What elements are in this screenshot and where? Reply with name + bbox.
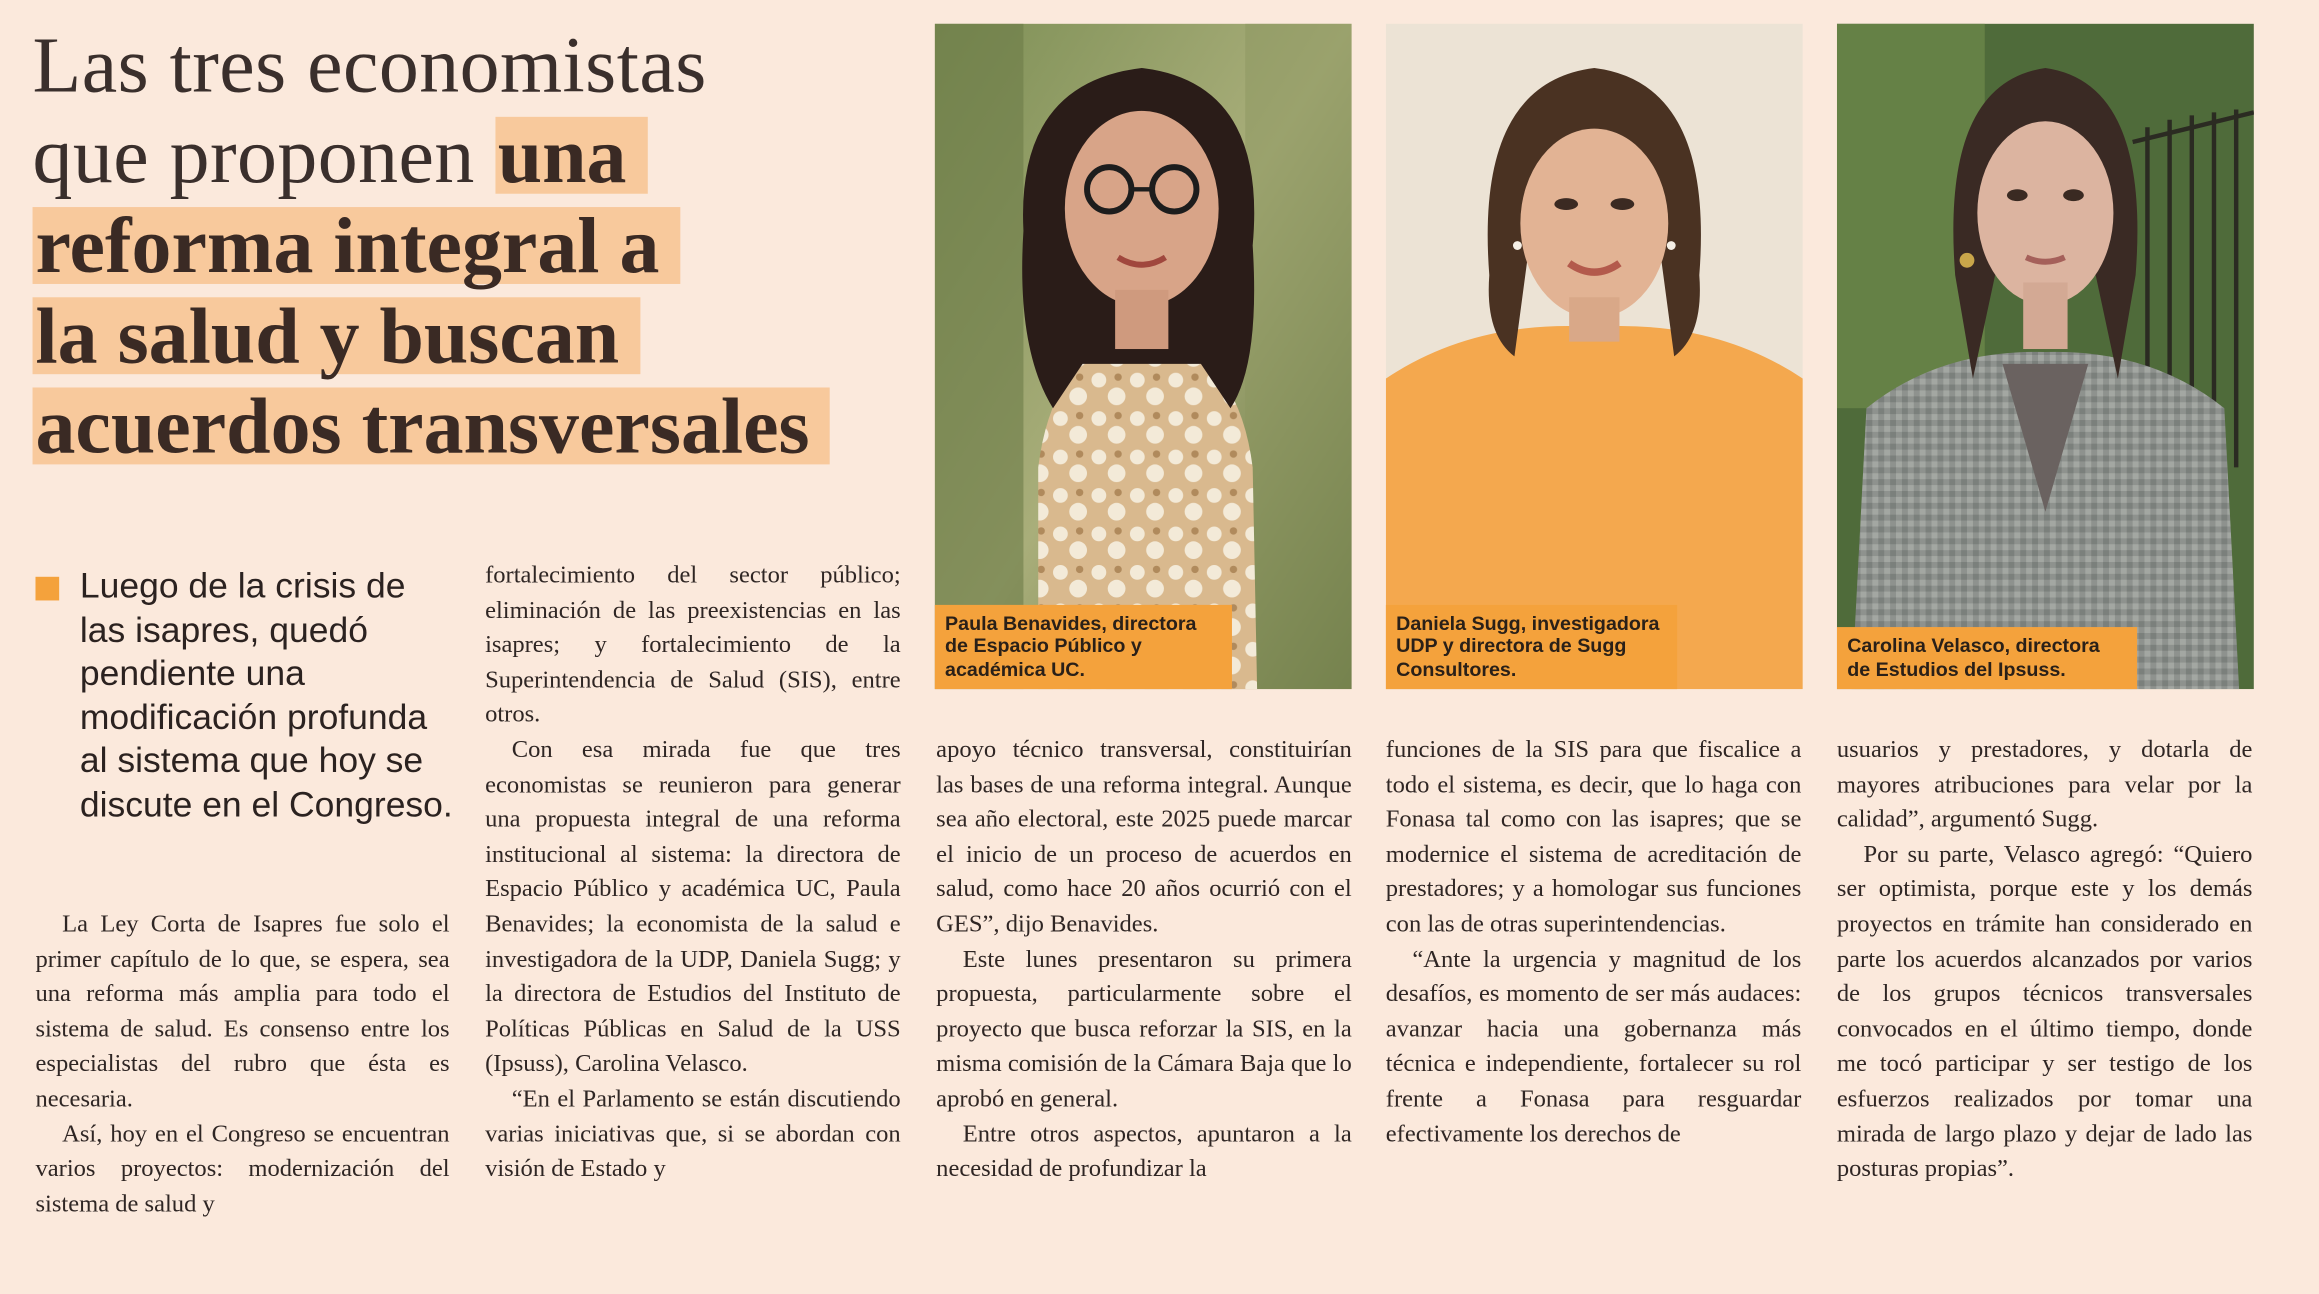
body-paragraph: usuarios y prestadores, y dotarla de mayores atribuciones para velar por la calidad”, argumentó Sugg. <box>1836 735 2253 833</box>
body-paragraph: “Ante la urgencia y magnitud de los desafíos, es momento de ser más audaces: avanzar hacia una gobernanza más técnica e independiente, fortalecer su rol frente a Fonasa para resguardar efectivamente los derechos de <box>1385 944 1802 1147</box>
headline-line-5 <box>33 382 920 472</box>
body-paragraph: “En el Parlamento se están discutiendo varias iniciativas que, si se abordan con visión de Estado y <box>485 1083 901 1182</box>
portrait-paula-image <box>935 24 1352 690</box>
body-paragraph: Por su parte, Velasco agregó: “Quiero ser optimista, porque este y los demás proyectos en trámite han considerado en parte los acuerdos alcanzados por varios de los grupos técnicos transversales convocados en el último tiempo, donde me tocó participar y ser testigo de los esfuerzos realizados por tomar una mirada de largo plazo y dejar de lado las posturas propias”. <box>1836 839 2253 1182</box>
photo-paula-benavides <box>935 24 1352 690</box>
headline-line-1: Las tres economistas <box>32 20 707 110</box>
headline-line-2-light: que proponen <box>32 110 475 200</box>
body-paragraph: Entre otros aspectos, apuntaron a la necesidad de profundizar la <box>936 1118 1352 1182</box>
photo-caption: Daniela Sugg, investigadora UDP y directora de Sugg Consultores. <box>1386 604 1677 689</box>
body-column-5 <box>1837 732 2253 1186</box>
headline <box>33 21 920 472</box>
photo-daniela-sugg <box>1386 24 1803 690</box>
photo-caption: Paula Benavides, directora de Espacio Público y académica UC. <box>935 604 1232 689</box>
body-paragraph: funciones de la SIS para que fiscalice a todo el sistema, es decir, que lo haga con Fonasa tal como con las isapres; que se modernice el sistema de acreditación de prestadores; y a homologar sus funciones con las de otras superintendencias. <box>1385 735 1802 938</box>
body-paragraph: Este lunes presentaron su primera propuesta, particularmente sobre el proyecto que busca reforzar la SIS, en la misma comisión de la Cámara Baja que lo aprobó en general. <box>936 944 1352 1113</box>
photo-carolina-velasco <box>1837 24 2254 690</box>
headline-line-2 <box>33 111 920 201</box>
headline-line-5-bold: acuerdos transversales <box>33 387 831 464</box>
body-paragraph: Así, hoy en el Congreso se encuentran varios proyectos: modernización del sistema de salud y <box>35 1118 450 1217</box>
portrait-daniela-image <box>1386 24 1803 690</box>
body-column-3 <box>936 732 1352 1186</box>
body-paragraph: La Ley Corta de Isapres fue solo el primer capítulo de lo que, se espera, sea una reforma más amplia para todo el sistema de salud. Es consenso entre los especialistas del rubro que ésta es necesaria. <box>35 909 450 1113</box>
portrait-carolina-image <box>1837 24 2254 690</box>
photo-caption: Carolina Velasco, directora de Estudios del Ipsuss. <box>1837 627 2137 689</box>
body-paragraph: apoyo técnico transversal, constituirían las bases de una reforma integral. Aunque sea año electoral, este 2025 puede marcar el inicio de un proceso de acuerdos en salud, como hace 20 años ocurrió con el GES”, dijo Benavides. <box>936 735 1352 938</box>
body-column-4 <box>1386 732 1802 1151</box>
body-paragraph: Con esa mirada fue que tres economistas se reunieron para generar una propuesta integral de una reforma institucional al sistema: la directora de Espacio Público y académica UC, Paula Benavides; la economista de la salud e investigadora de la UDP, Daniela Sugg; y la directora de Estudios del Instituto de Políticas Públicas en Salud de la USS (Ipsuss), Carolina Velasco. <box>485 734 901 1078</box>
headline-line-2-bold: una <box>495 117 647 194</box>
headline-line-4-bold: la salud y buscan <box>33 297 640 374</box>
lead-text: Luego de la crisis de las isapres, quedó pendiente una modificación profunda al sistema que hoy se discute en el Congreso. <box>79 566 453 825</box>
headline-line-3 <box>33 201 920 291</box>
headline-line-3-bold: reforma integral a <box>33 207 681 284</box>
body-paragraph: fortalecimiento del sector público; eliminación de las preexistencias en las isapres; y fortalecimiento de la Superintendencia de Salud (SIS), entre otros. <box>485 560 901 729</box>
body-column-1 <box>35 907 449 1221</box>
headline-line-4 <box>33 291 920 381</box>
body-column-2 <box>485 558 901 1186</box>
square-bullet-icon <box>35 577 59 601</box>
